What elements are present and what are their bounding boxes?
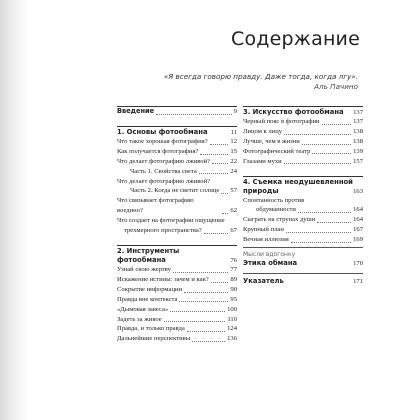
toc-chapter-4-entries xyxy=(243,196,363,246)
toc-entry-page: 22 xyxy=(230,157,237,165)
dot-leader xyxy=(284,163,351,164)
toc-entry[interactable] xyxy=(117,265,237,275)
toc-entry-page: 62 xyxy=(230,207,237,215)
toc-entry-title: Вечная иллюзия xyxy=(243,236,289,244)
toc-chapter-4[interactable] xyxy=(243,177,363,187)
dot-leader xyxy=(164,321,226,322)
toc-entry-title: трехмерного пространства? xyxy=(124,227,202,235)
epigraph-quote: «Я всегда говорю правду. Даже тогда, когда лгу». xyxy=(163,72,358,81)
toc-chapter-page: 137 xyxy=(353,109,363,116)
toc-chapter-title: 3. Искусство фотообмана xyxy=(243,108,344,116)
toc-entry[interactable] xyxy=(243,147,363,157)
toc-entry-title: Черный пояс в фотографии xyxy=(243,118,320,125)
toc-entry-page: 89 xyxy=(230,275,237,283)
toc-entry[interactable] xyxy=(117,324,237,334)
toc-entry-page: 138 xyxy=(353,127,363,135)
toc-chapter-page: 170 xyxy=(353,260,363,268)
dot-leader xyxy=(322,124,352,125)
toc-chapter-1[interactable] xyxy=(117,127,237,137)
toc-entry-page: 169 xyxy=(353,236,363,244)
toc-chapter-title: 1. Основы фотообмана xyxy=(117,127,208,136)
toc-entry[interactable] xyxy=(243,205,363,215)
dot-leader xyxy=(298,212,351,213)
toc-entry-title: Крупный план xyxy=(243,226,284,234)
epigraph-author: Аль Пачино xyxy=(314,81,358,91)
toc-chapter-page: 171 xyxy=(353,278,363,286)
toc-left-column xyxy=(117,106,237,344)
toc-entry-page: 136 xyxy=(227,335,237,343)
toc-chapter-title: 4. Съемка неодушевленной xyxy=(243,177,353,186)
toc-entry-title: Часть 2. Когда не светит солнце xyxy=(130,187,220,195)
toc-entry-title: «Дымовая завеса» xyxy=(117,305,169,313)
toc-entry-sub[interactable] xyxy=(117,186,237,196)
toc-entry-title: Узнай свою жертву xyxy=(117,265,171,273)
page-title: Содержание xyxy=(231,28,360,50)
dot-leader xyxy=(173,272,229,273)
toc-entry-page: 110 xyxy=(227,315,237,323)
toc-entry-page: 138 xyxy=(353,137,363,145)
toc-entry-title: Глазами мухи xyxy=(243,157,282,165)
toc-entry-title: Дальнейшие перспективы xyxy=(117,335,191,343)
toc-entry[interactable] xyxy=(117,285,237,295)
toc-entry-title: Сокрытие информации xyxy=(117,285,183,293)
toc-entry-title: Что связывает фотографию воедино? xyxy=(117,197,194,215)
toc-entry[interactable] xyxy=(117,315,237,325)
toc-chapter-title: Этика обмана xyxy=(243,259,298,268)
toc-entry-page: 67 xyxy=(230,227,237,235)
toc-chapter-2-entries xyxy=(117,265,237,344)
toc-entry[interactable] xyxy=(243,235,363,245)
toc-entry-sub[interactable] xyxy=(117,167,237,177)
toc-entry-title: Спонтанность против xyxy=(243,196,305,204)
toc-entry-title: Правда, и только правда xyxy=(117,325,185,333)
toc-entry[interactable] xyxy=(117,305,237,315)
toc-entry[interactable] xyxy=(243,157,363,167)
toc-chapter-page: 11 xyxy=(230,128,237,136)
toc-entry-title: Часть 1. Свойства света xyxy=(130,167,197,175)
toc-entry[interactable] xyxy=(117,137,237,147)
toc-chapter-2[interactable] xyxy=(117,246,237,265)
toc-chapter-title: природы xyxy=(243,186,279,195)
toc-entry[interactable] xyxy=(243,127,363,137)
toc-entry-title: Что делает фотографию лживой? xyxy=(117,157,211,165)
dot-leader xyxy=(156,114,232,115)
toc-chapter-page: 76 xyxy=(230,256,237,264)
toc-entry-page: 167 xyxy=(353,226,363,234)
toc-entry-title: Правда вне контекста xyxy=(117,295,178,303)
toc-right-column xyxy=(243,106,363,286)
toc-entry-page: 157 xyxy=(353,157,363,165)
dot-leader xyxy=(192,341,225,342)
toc-entry-page: 15 xyxy=(230,147,237,155)
toc-chapter-4-line2[interactable] xyxy=(243,187,363,196)
dot-leader xyxy=(187,331,225,332)
epigraph xyxy=(120,72,358,91)
toc-chapter-page: 163 xyxy=(353,187,363,195)
toc-entry[interactable] xyxy=(117,196,237,216)
dot-leader xyxy=(312,153,351,154)
dot-leader xyxy=(211,282,229,283)
toc-entry[interactable] xyxy=(117,295,237,305)
toc-entry-page: 95 xyxy=(230,295,237,303)
toc-entry-title: Лучше, чем в жизни xyxy=(243,137,300,145)
spacer xyxy=(117,117,237,126)
toc-entry-title: Задеть за живое xyxy=(117,315,162,323)
toc-entry-title: Что делает фотографию лживой? xyxy=(117,177,211,185)
toc-entry[interactable] xyxy=(243,137,363,147)
toc-entry[interactable] xyxy=(243,196,363,206)
dot-leader xyxy=(317,222,351,223)
toc-entry[interactable] xyxy=(243,117,363,127)
toc-entry-title: Лицом к лицу xyxy=(243,127,283,135)
dot-leader xyxy=(221,193,228,194)
dot-leader xyxy=(179,301,228,302)
dot-leader xyxy=(212,163,228,164)
toc-entry[interactable] xyxy=(117,177,237,187)
dot-leader xyxy=(204,233,229,234)
dot-leader xyxy=(200,154,228,155)
toc-entry-title: Что такое хорошая фотография? xyxy=(117,137,208,145)
toc-entry-page: 12 xyxy=(230,137,237,145)
toc-entry-page: 164 xyxy=(353,206,363,214)
dot-leader xyxy=(302,144,351,145)
dot-leader xyxy=(199,173,229,174)
toc-entry-page: 139 xyxy=(353,147,363,155)
dot-leader xyxy=(170,311,225,312)
toc-entry[interactable] xyxy=(243,225,363,235)
toc-entry-title: обдуманности xyxy=(256,206,296,214)
toc-entry-page: 24 xyxy=(230,167,237,175)
toc-entry-title: Введение xyxy=(117,107,155,115)
toc-entry[interactable] xyxy=(243,215,363,225)
toc-entry-page: 9 xyxy=(233,108,237,115)
toc-entry-title: Искажение истины: зачем и как? xyxy=(117,275,209,283)
toc-entry-page: 137 xyxy=(353,118,363,125)
toc-chapter-title: Указатель xyxy=(243,277,284,286)
toc-entry[interactable] xyxy=(117,275,237,285)
dot-leader xyxy=(210,144,229,145)
toc-entry-page: 77 xyxy=(230,265,237,273)
dot-leader xyxy=(222,213,228,214)
toc-entry[interactable] xyxy=(117,157,237,167)
toc-entry[interactable] xyxy=(117,216,237,226)
dot-leader xyxy=(284,134,351,135)
toc-entry-title: Как получается фотография? xyxy=(117,147,199,155)
toc-entry-title: Сыграть на струнах души xyxy=(243,216,316,224)
dot-leader xyxy=(184,292,228,293)
spacer xyxy=(117,236,237,245)
toc-afterword[interactable] xyxy=(243,259,363,268)
toc-entry[interactable] xyxy=(117,334,237,344)
toc-entry[interactable] xyxy=(117,147,237,157)
spacer xyxy=(243,167,363,176)
toc-chapter-3[interactable] xyxy=(243,107,363,117)
toc-entry-page: 57 xyxy=(230,187,237,195)
toc-chapter-1-entries xyxy=(117,137,237,236)
dot-leader xyxy=(286,232,351,233)
toc-entry-page: 90 xyxy=(230,285,237,293)
toc-chapter-title: 2. Инструменты фотообмана xyxy=(117,246,180,264)
toc-entry-page: 164 xyxy=(353,216,363,224)
toc-index[interactable] xyxy=(243,274,363,286)
page-gutter-shadow xyxy=(0,0,30,420)
dot-leader xyxy=(291,242,351,243)
toc-entry-title: Фотографический театр xyxy=(243,147,311,155)
toc-entry-page: 124 xyxy=(227,325,237,333)
toc-chapter-3-entries xyxy=(243,117,363,167)
toc-entry-page: 100 xyxy=(227,305,237,313)
afterword-kicker: Мысли вдогонку xyxy=(243,251,296,259)
toc-entry[interactable] xyxy=(117,226,237,236)
toc-entry-title: Что создает на фотографии ощущение xyxy=(117,217,225,225)
toc-entry-intro[interactable] xyxy=(117,107,237,117)
